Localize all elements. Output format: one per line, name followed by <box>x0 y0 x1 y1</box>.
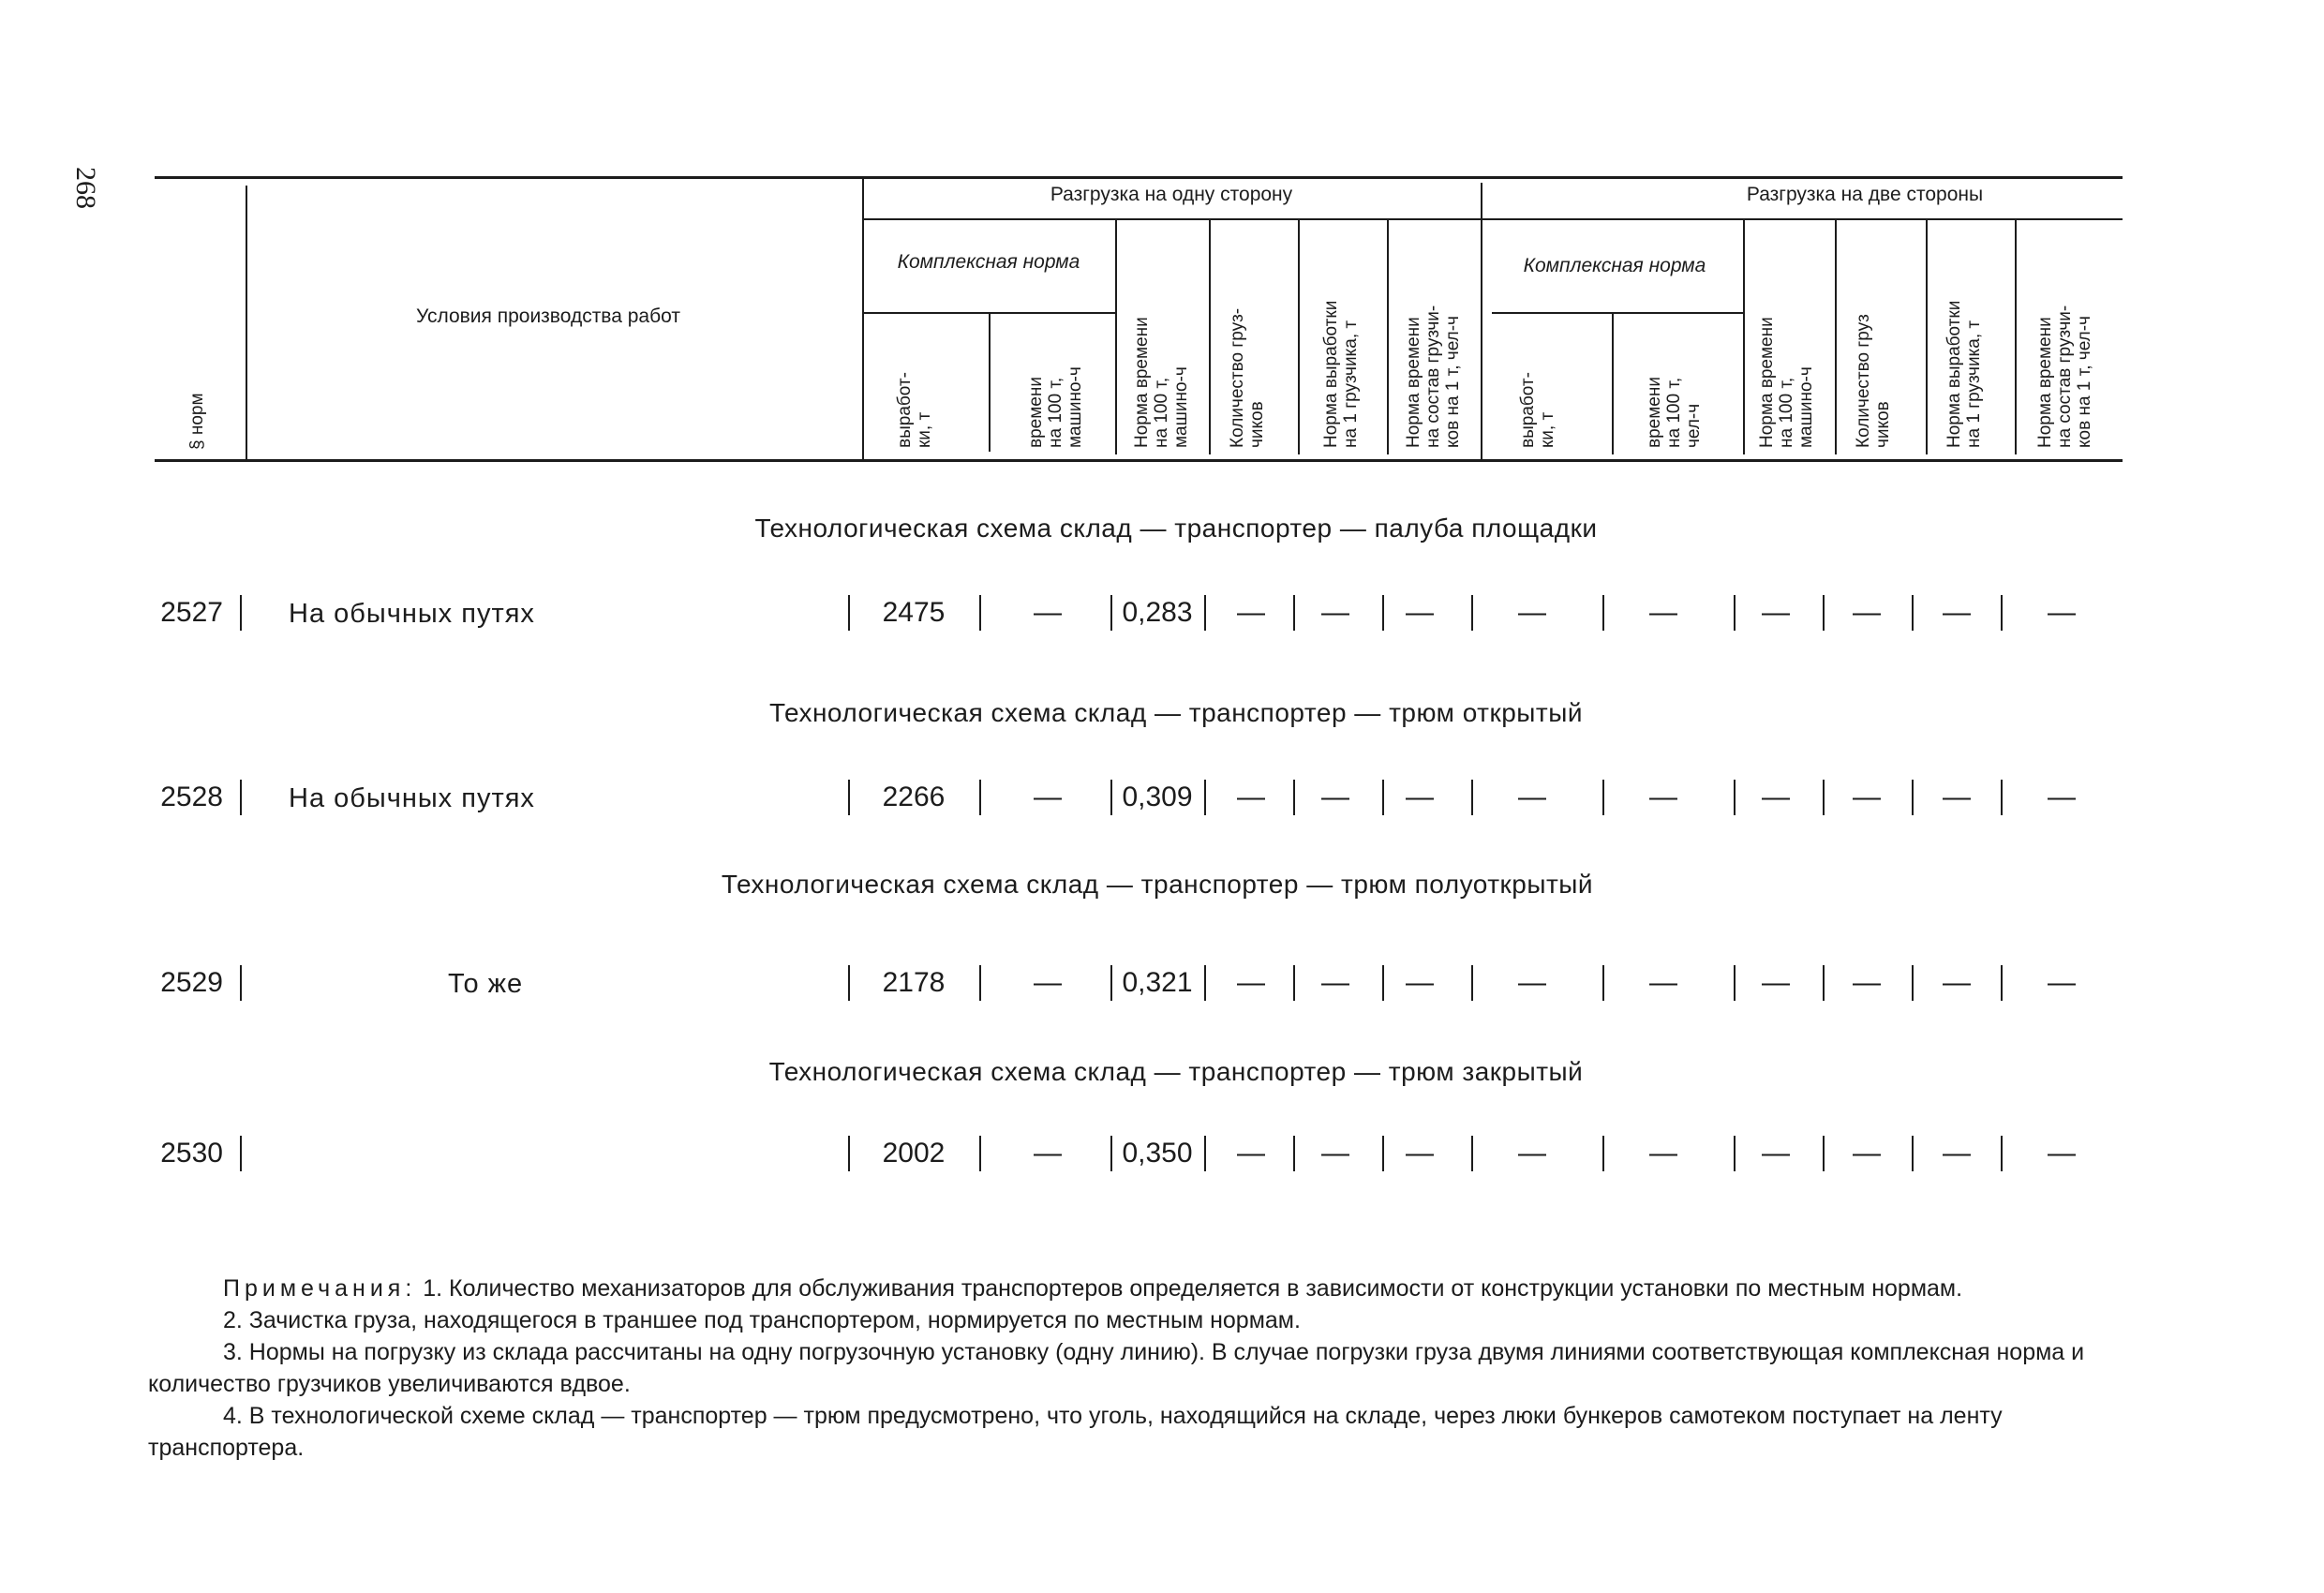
page-number: 268 <box>70 167 101 209</box>
row-separator <box>2001 1136 2003 1171</box>
table-cell: — <box>1943 597 1971 628</box>
table-cell: — <box>1321 597 1349 628</box>
table-cell: — <box>1237 1138 1265 1169</box>
row-separator <box>848 965 850 1001</box>
group-rule <box>862 218 2123 220</box>
table-cell: — <box>1762 1138 1790 1169</box>
vline-g <box>1481 183 1482 459</box>
row-separator <box>1602 595 1604 631</box>
table-cell: — <box>1321 782 1349 812</box>
table-cell: — <box>2048 1138 2076 1169</box>
work-condition: То же <box>448 969 524 999</box>
table-cell: — <box>1649 782 1677 812</box>
table-cell: — <box>1649 1138 1677 1169</box>
table-cell: — <box>1237 782 1265 812</box>
row-separator <box>1471 595 1473 631</box>
table-cell: 2002 <box>882 1138 946 1169</box>
row-separator <box>2001 595 2003 631</box>
row-separator <box>2001 780 2003 815</box>
table-row <box>0 780 2324 821</box>
header-two-sides: Разгрузка на две стороны <box>1746 184 1984 205</box>
vline-b <box>989 314 991 452</box>
header-conditions: Условия производства работ <box>416 305 680 327</box>
vline-h <box>1612 314 1614 454</box>
vline-c <box>1115 220 1117 454</box>
work-condition: На обычных путях <box>289 599 535 629</box>
work-condition: На обычных путях <box>289 783 535 813</box>
norm-number: 2530 <box>160 1138 223 1169</box>
header-bottom-rule <box>155 459 2123 462</box>
row-separator <box>1602 1136 1604 1171</box>
table-cell: — <box>1853 782 1881 812</box>
norm-number: 2528 <box>160 782 223 812</box>
row-separator <box>979 965 981 1001</box>
vline-a <box>862 178 864 459</box>
table-cell: — <box>1762 597 1790 628</box>
table-cell: — <box>1237 597 1265 628</box>
table-cell: 0,350 <box>1122 1138 1193 1169</box>
table-cell: — <box>2048 967 2076 998</box>
table-cell: 2475 <box>882 597 946 628</box>
table-cell: 2266 <box>882 782 946 812</box>
vline-i <box>1743 220 1745 454</box>
note-3: 3. Нормы на погрузку из склада рассчитаны на одну погрузочную установку (одну линию). В случае погрузки груза двумя линиями соответствующая комплексная норма и количество грузчиков увеличиваются вдвое. <box>148 1339 2085 1397</box>
table-cell: — <box>1034 967 1062 998</box>
header-one-side: Разгрузка на одну сторону <box>1050 184 1293 205</box>
table-cell: — <box>1406 1138 1434 1169</box>
row-separator <box>979 595 981 631</box>
vline-f <box>1387 220 1389 454</box>
table-cell: — <box>1649 597 1677 628</box>
vline-norm <box>246 186 247 459</box>
row-separator <box>240 1136 242 1171</box>
table-cell: — <box>1943 1138 1971 1169</box>
table-cell: 0,321 <box>1122 967 1193 998</box>
vline-d <box>1209 220 1211 454</box>
table-cell: — <box>1853 597 1881 628</box>
table-cell: — <box>1762 967 1790 998</box>
row-separator <box>848 1136 850 1171</box>
row-separator <box>1471 780 1473 815</box>
table-cell: — <box>1406 782 1434 812</box>
table-row <box>0 1136 2324 1177</box>
table-cell: — <box>1321 1138 1349 1169</box>
table-cell: — <box>1762 782 1790 812</box>
table-cell: — <box>1034 1138 1062 1169</box>
table-cell: 2178 <box>882 967 946 998</box>
complex-rule-2 <box>1492 312 1743 314</box>
schema-title: Технологическая схема склад — транспортер — трюм закрытый <box>768 1057 1584 1086</box>
vline-l <box>2015 220 2017 454</box>
schema-title: Технологическая схема склад — транспортер — палуба площадки <box>754 514 1598 543</box>
table-cell: — <box>1406 967 1434 998</box>
row-separator <box>240 595 242 631</box>
note-1: 1. Количество механизаторов для обслуживания транспортеров определяется в зависимости от конструкции установки по местным нормам. <box>423 1275 1963 1302</box>
table-cell: — <box>1518 782 1546 812</box>
schema-title: Технологическая схема склад — транспортер — трюм открытый <box>768 698 1584 727</box>
row-separator <box>848 595 850 631</box>
row-separator <box>1471 1136 1473 1171</box>
table-cell: — <box>2048 782 2076 812</box>
row-separator <box>1602 780 1604 815</box>
table-cell: — <box>1518 967 1546 998</box>
vline-k <box>1926 220 1928 454</box>
note-2: 2. Зачистка груза, находящегося в траншее под транспортером, нормируется по местным нормам. <box>223 1307 1301 1333</box>
note-4: 4. В технологической схеме склад — транспортер — трюм предусмотрено, что уголь, находящийся на складе, через люки бункеров самотеком поступает на ленту транспортера. <box>148 1403 2003 1461</box>
vline-e <box>1298 220 1300 454</box>
schema-title: Технологическая схема склад — транспортер — трюм полуоткрытый <box>721 870 1594 899</box>
table-cell: — <box>1649 967 1677 998</box>
row-separator <box>2001 965 2003 1001</box>
table-cell: — <box>1034 782 1062 812</box>
norm-number: 2527 <box>160 597 223 628</box>
table-cell: 0,309 <box>1122 782 1193 812</box>
row-separator <box>240 780 242 815</box>
table-cell: — <box>1943 967 1971 998</box>
header-complex-2: Комплексная норма <box>1523 255 1706 276</box>
row-separator <box>1471 965 1473 1001</box>
table-cell: — <box>1518 597 1546 628</box>
row-separator <box>979 1136 981 1171</box>
table-cell: — <box>1237 967 1265 998</box>
table-cell: — <box>1518 1138 1546 1169</box>
table-cell: — <box>1853 1138 1881 1169</box>
table-cell: — <box>1853 967 1881 998</box>
vline-j <box>1835 220 1837 454</box>
table-row <box>0 595 2324 636</box>
row-separator <box>848 780 850 815</box>
norm-number: 2529 <box>160 967 223 998</box>
notes <box>148 1273 2125 1464</box>
table-cell: — <box>1034 597 1062 628</box>
table-row <box>0 965 2324 1006</box>
table-cell: — <box>1321 967 1349 998</box>
notes-label: Примечания: <box>223 1275 417 1302</box>
table-cell: — <box>2048 597 2076 628</box>
header-complex-1: Комплексная норма <box>897 251 1080 273</box>
header-top-rule <box>155 176 2123 179</box>
row-separator <box>979 780 981 815</box>
table-cell: 0,283 <box>1122 597 1193 628</box>
table-cell: — <box>1406 597 1434 628</box>
row-separator <box>1602 965 1604 1001</box>
row-separator <box>240 965 242 1001</box>
table-cell: — <box>1943 782 1971 812</box>
